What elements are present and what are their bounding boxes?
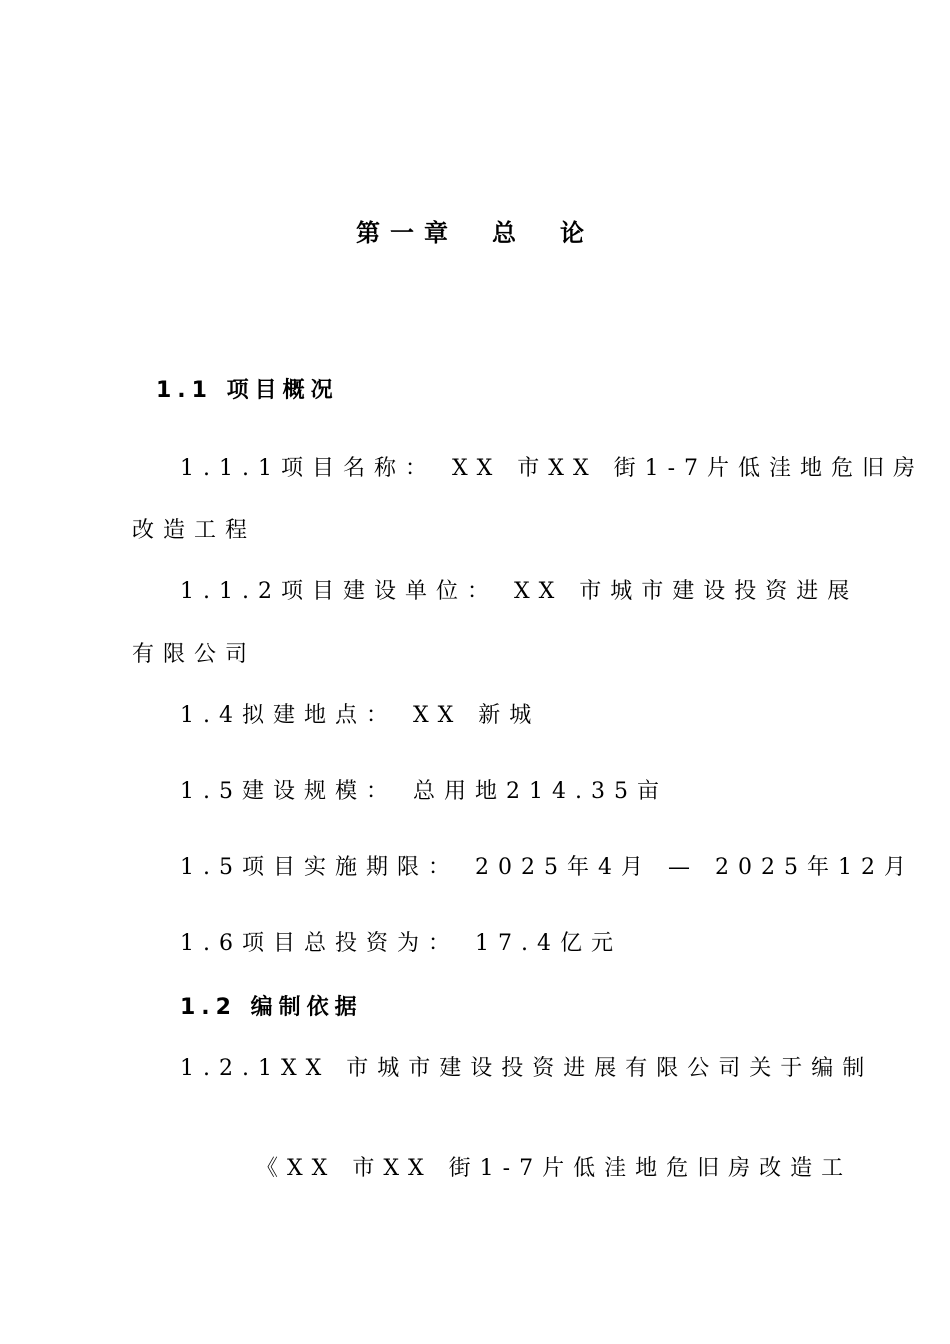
paragraph-investment: 1.6项目总投资为： 17.4亿元 [180,931,622,956]
paragraph-period: 1.5项目实施期限： 2025年4月 — 2025年12月 [180,855,915,880]
paragraph-basis-cont: 《XX 市XX 街1-7片低洼地危旧房改造工 [256,1156,853,1181]
paragraph-project-name: 1.1.1项目名称： XX 市XX 街1-7片低洼地危旧房 [180,456,925,481]
paragraph-scale: 1.5建设规模： 总用地214.35亩 [180,779,668,804]
paragraph-basis: 1.2.1XX 市城市建设投资进展有限公司关于编制 [180,1056,874,1081]
paragraph-project-name-cont: 改造工程 [132,518,257,543]
paragraph-construction-unit: 1.1.2项目建设单位： XX 市城市建设投资进展 [180,579,859,604]
paragraph-location: 1.4拟建地点： XX 新城 [180,703,541,728]
section-heading-1-2: 1.2 编制依据 [180,995,363,1020]
section-heading-1-1: 1.1 项目概况 [156,378,339,403]
paragraph-construction-unit-cont: 有限公司 [132,642,257,667]
chapter-title: 第一章 总 论 [356,219,594,247]
